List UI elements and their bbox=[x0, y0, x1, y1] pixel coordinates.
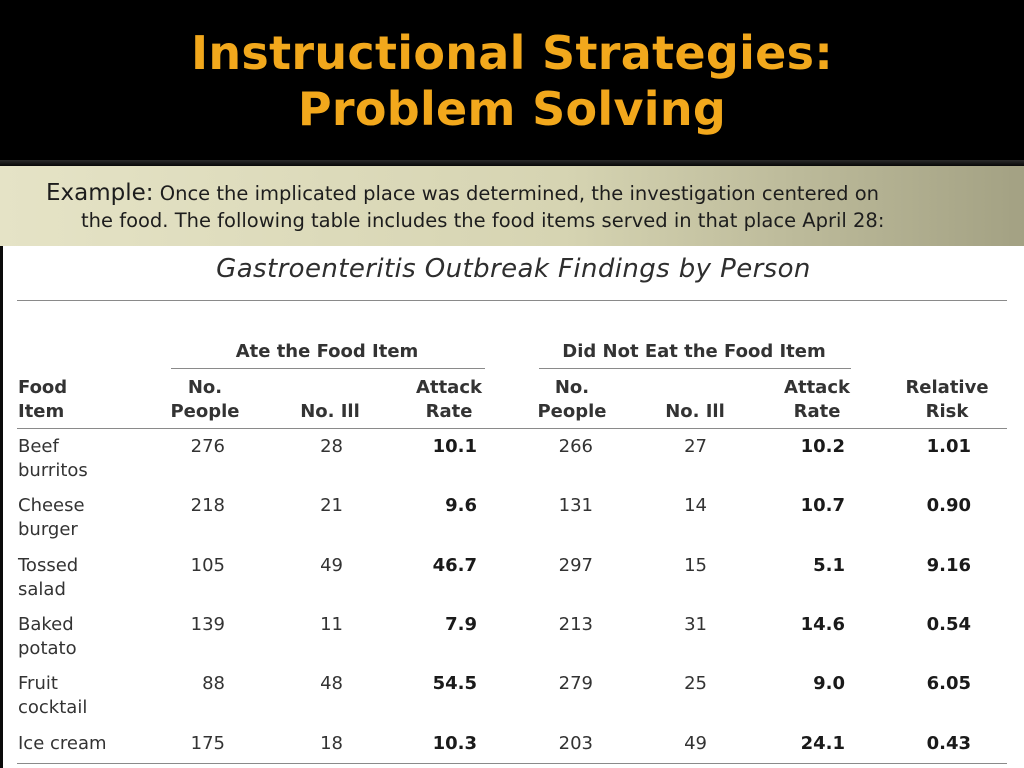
col-header-not-rate bbox=[775, 376, 859, 424]
food-item-line2: burger bbox=[18, 519, 78, 540]
ate-attack-rate-cell: 46.7 bbox=[432, 555, 477, 576]
title-rule bbox=[17, 300, 1007, 301]
example-line-2: the food. The following table includes the food items served in that place April 28: bbox=[81, 209, 885, 232]
col-header-ate-rate bbox=[407, 376, 491, 424]
ate-attack-rate-cell: 7.9 bbox=[445, 614, 477, 635]
col-header-food-line2: Item bbox=[18, 401, 65, 422]
col-header-relative-risk bbox=[897, 376, 997, 424]
ate-ill-cell: 18 bbox=[320, 733, 343, 754]
not-people-cell: 297 bbox=[558, 555, 593, 576]
relative-risk-cell: 1.01 bbox=[926, 436, 971, 457]
group-header-not-eat: Did Not Eat the Food Item bbox=[562, 341, 826, 362]
col-header-food-line1: Food bbox=[18, 377, 68, 398]
slide-title-line-2: Problem Solving bbox=[297, 82, 727, 136]
not-people-cell: 266 bbox=[558, 436, 593, 457]
group-rule-ate bbox=[171, 368, 485, 369]
col-header-ate-rate-line1: Attack bbox=[416, 377, 482, 398]
slide-title-line-1: Instructional Strategies: bbox=[190, 26, 834, 80]
food-item-cell bbox=[18, 554, 78, 602]
not-attack-rate-cell: 10.7 bbox=[800, 495, 845, 516]
not-attack-rate-cell: 14.6 bbox=[800, 614, 845, 635]
relative-risk-cell: 6.05 bbox=[926, 673, 971, 694]
table-panel bbox=[3, 246, 1024, 768]
ate-people-cell: 105 bbox=[190, 555, 225, 576]
col-header-not-people bbox=[530, 376, 614, 424]
ate-attack-rate-cell: 54.5 bbox=[432, 673, 477, 694]
food-item-line2: potato bbox=[18, 638, 77, 659]
not-attack-rate-cell: 24.1 bbox=[800, 733, 845, 754]
bottom-rule bbox=[17, 763, 1007, 764]
food-item-line1: Fruit bbox=[18, 673, 58, 694]
food-item-line1: Tossed bbox=[18, 555, 79, 576]
food-item-cell bbox=[18, 672, 87, 720]
not-attack-rate-cell: 9.0 bbox=[813, 673, 845, 694]
col-header-ate-ill: No. Ill bbox=[300, 401, 360, 422]
not-people-cell: 203 bbox=[558, 733, 593, 754]
example-text bbox=[46, 180, 996, 234]
food-item-line2: cocktail bbox=[18, 697, 88, 718]
food-item-line1: Cheese bbox=[18, 495, 85, 516]
food-item-line1: Baked bbox=[18, 614, 74, 635]
slide-title-bar bbox=[0, 0, 1024, 160]
col-header-ate-people-line2: People bbox=[170, 401, 240, 422]
ate-people-cell: 175 bbox=[190, 733, 225, 754]
food-item-cell bbox=[18, 732, 107, 756]
ate-attack-rate-cell: 9.6 bbox=[445, 495, 477, 516]
ate-attack-rate-cell: 10.1 bbox=[432, 436, 477, 457]
not-ill-cell: 31 bbox=[684, 614, 707, 635]
ate-ill-cell: 21 bbox=[320, 495, 343, 516]
col-header-rr-line1: Relative bbox=[905, 377, 989, 398]
not-attack-rate-cell: 5.1 bbox=[813, 555, 845, 576]
ate-ill-cell: 11 bbox=[320, 614, 343, 635]
col-header-not-people-line2: People bbox=[537, 401, 607, 422]
relative-risk-cell: 0.54 bbox=[926, 614, 971, 635]
not-attack-rate-cell: 10.2 bbox=[800, 436, 845, 457]
ate-ill-cell: 49 bbox=[320, 555, 343, 576]
ate-people-cell: 276 bbox=[190, 436, 225, 457]
relative-risk-cell: 0.43 bbox=[926, 733, 971, 754]
example-line-1: Once the implicated place was determined, the investigation centered on bbox=[153, 182, 880, 205]
example-banner bbox=[0, 166, 1024, 246]
ate-people-cell: 218 bbox=[190, 495, 225, 516]
relative-risk-cell: 0.90 bbox=[926, 495, 971, 516]
col-header-ate-rate-line2: Rate bbox=[425, 401, 473, 422]
food-item-cell bbox=[18, 613, 77, 661]
food-item-cell bbox=[18, 494, 85, 542]
not-people-cell: 279 bbox=[558, 673, 593, 694]
group-header-ate: Ate the Food Item bbox=[235, 341, 419, 362]
col-header-not-ill: No. Ill bbox=[665, 401, 725, 422]
col-header-rr-line2: Risk bbox=[925, 401, 969, 422]
ate-attack-rate-cell: 10.3 bbox=[432, 733, 477, 754]
food-item-cell bbox=[18, 435, 88, 483]
col-header-not-people-line1: No. bbox=[554, 377, 590, 398]
ate-people-cell: 139 bbox=[190, 614, 225, 635]
ate-ill-cell: 48 bbox=[320, 673, 343, 694]
food-item-line2: salad bbox=[18, 579, 66, 600]
col-header-not-rate-line2: Rate bbox=[793, 401, 841, 422]
not-ill-cell: 25 bbox=[684, 673, 707, 694]
col-header-ate-people-line1: No. bbox=[187, 377, 223, 398]
not-ill-cell: 14 bbox=[684, 495, 707, 516]
not-ill-cell: 27 bbox=[684, 436, 707, 457]
food-item-line1: Beef bbox=[18, 436, 59, 457]
not-ill-cell: 15 bbox=[684, 555, 707, 576]
food-item-line1: Ice cream bbox=[18, 733, 107, 754]
col-header-food bbox=[18, 376, 67, 424]
food-item-line2: burritos bbox=[18, 460, 88, 481]
not-ill-cell: 49 bbox=[684, 733, 707, 754]
col-header-ate-people bbox=[163, 376, 247, 424]
header-rule bbox=[17, 428, 1007, 429]
group-rule-not-eat bbox=[539, 368, 851, 369]
relative-risk-cell: 9.16 bbox=[926, 555, 971, 576]
table-title: Gastroenteritis Outbreak Findings by Person bbox=[216, 254, 811, 284]
not-people-cell: 131 bbox=[558, 495, 593, 516]
ate-ill-cell: 28 bbox=[320, 436, 343, 457]
col-header-not-rate-line1: Attack bbox=[784, 377, 850, 398]
example-label: Example: bbox=[46, 180, 154, 206]
ate-people-cell: 88 bbox=[202, 673, 225, 694]
not-people-cell: 213 bbox=[558, 614, 593, 635]
